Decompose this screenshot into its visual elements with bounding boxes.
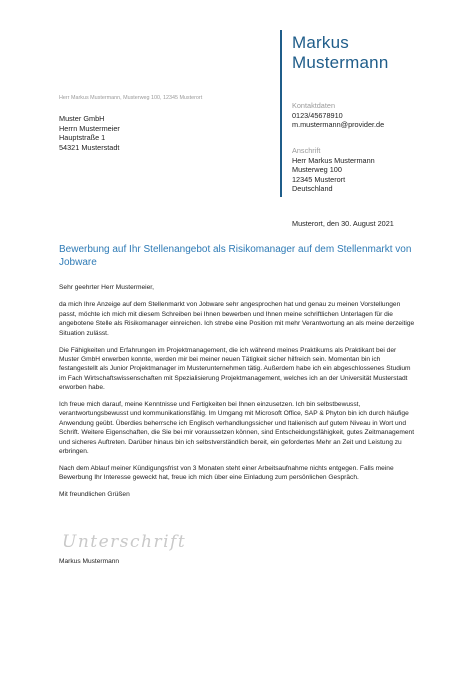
address-label: Anschrift xyxy=(292,146,321,155)
paragraph-2: Die Fähigkeiten und Erfahrungen im Projektmanagement, die ich während meines Praktikums als Praktikant bei der Muster GmbH erwerben konnte, werden mir bei meiner neuen Tätigkeit sicher hilfreich sein. Momentan bin ich festangestellt als Junior Projektmanager im Musterunternehmen tätig. Außerdem habe ich ein abgeschlossenes Studium im Fach Wirtschaftswissenschaften mit Spezialisierung Projektmanagement, welches ich an der Universität Musterstadt erworben habe. xyxy=(59,346,411,392)
contact-email: m.mustermann@provider.de xyxy=(292,120,385,130)
closing: Mit freundlichen Grüßen xyxy=(59,491,130,499)
paragraph-1: da mich Ihre Anzeige auf dem Stellenmarkt von Jobware sehr angesprochen hat und genau zu meinen Vorstellungen passt, möchte ich mich mit diesem Schreiben bei Ihnen bewerben und Ihnen meine schriftlichen Unterlagen für die angebotene Stelle als Risikomanager einreichen. Ich strebe eine Position mit mehr Verantwortung an als meine derzeitige Situation zulässt. xyxy=(59,301,415,337)
recipient-street: Hauptstraße 1 xyxy=(59,133,106,143)
header-accent-line xyxy=(280,30,282,197)
contact-block xyxy=(292,101,384,130)
address-name: Herr Markus Mustermann xyxy=(292,155,375,165)
address-city: 12345 Musterort xyxy=(292,174,346,184)
sender-return-address: Herr Markus Mustermann, Musterweg 100, 12345 Musterort xyxy=(59,95,203,101)
applicant-first-name: Markus xyxy=(292,33,349,52)
salutation: Sehr geehrter Herr Mustermeier, xyxy=(59,284,154,291)
contact-label: Kontaktdaten xyxy=(292,101,336,110)
recipient-address-block xyxy=(59,114,120,152)
address-street: Musterweg 100 xyxy=(292,165,342,175)
paragraph-4: Nach dem Ablauf meiner Kündigungsfrist von 3 Monaten steht einer Arbeitsaufnahme nichts entgegen. Falls meine Bewerbung Ihr Interesse geweckt hat, freue ich mich über eine Einladung zum persönlichen Gespräch. xyxy=(59,465,394,482)
letter-date: Musterort, den 30. August 2021 xyxy=(292,219,394,228)
signature-placeholder: Unterschrift xyxy=(62,532,187,552)
signer-name: Markus Mustermann xyxy=(59,558,120,565)
applicant-last-name: Mustermann xyxy=(292,53,389,72)
letter-body xyxy=(59,283,417,507)
sender-address-block xyxy=(292,146,375,194)
recipient-city: 54321 Musterstadt xyxy=(59,142,120,152)
paragraph-3: Ich freue mich darauf, meine Kenntnisse und Fertigkeiten bei Ihnen einzusetzen. Ich bin selbstbewusst, verantwortungsbewusst und kommunikationsfähig. Im Umgang mit Microsoft Office, SAP & Phyton bin ich durch häufige Anwendung geübt. Überdies beherrsche ich Englisch verhandlungssicher und Italienisch auf gutem Niveau in Wort und Schrift. Weitere Eigenschaften, die Sie bei mir voraussetzen können, sind Entscheidungsfähigkeit, gutes Zeitmanagement und sicheres Auftreten. Darüber hinaus bin ich selbstverständlich bereit, ein gefordertes Mehr an Zeit und Leistung zu erbringen. xyxy=(59,401,415,456)
recipient-company: Muster GmbH xyxy=(59,114,105,123)
address-country: Deutschland xyxy=(292,184,333,194)
applicant-name xyxy=(292,33,388,73)
recipient-person: Herrn Mustermeier xyxy=(59,123,120,133)
letter-subject: Bewerbung auf Ihr Stellenangebot als Risikomanager auf dem Stellenmarkt von Jobware xyxy=(59,244,412,268)
contact-phone: 0123/45678910 xyxy=(292,110,343,120)
